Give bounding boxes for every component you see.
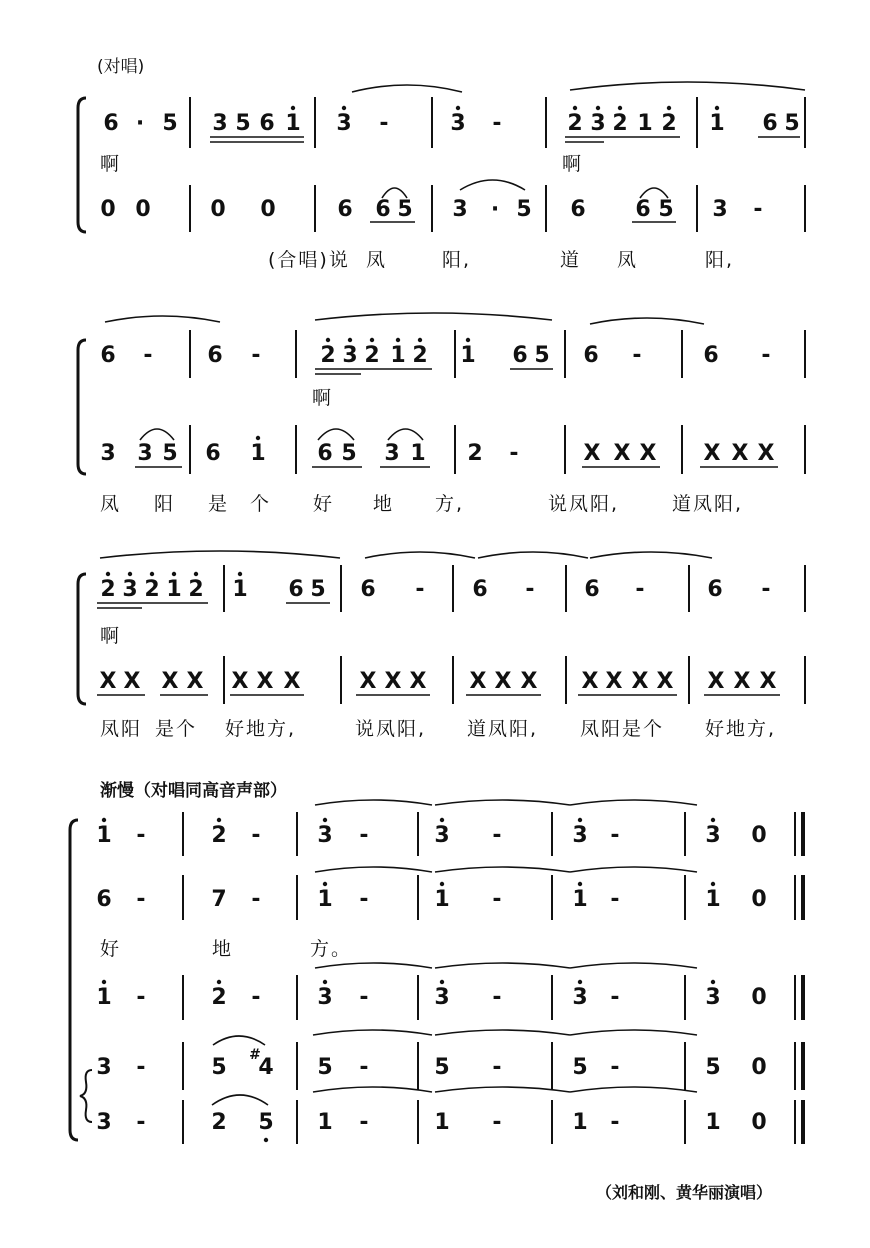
octave-dot <box>578 818 582 822</box>
system-bracket <box>78 98 86 232</box>
note-s1a: 1 <box>285 111 301 136</box>
lyric-sys4: 好 <box>100 938 122 960</box>
note-s4d: 5 <box>705 1055 721 1080</box>
note-s1b: 6 <box>635 197 651 222</box>
note-s4b: - <box>359 887 369 912</box>
note-s4c: 0 <box>751 985 767 1010</box>
note-s3b: X <box>605 669 623 694</box>
note-s1b: - <box>753 197 763 222</box>
slur <box>435 963 570 968</box>
note-s1a: 6 <box>259 111 275 136</box>
octave-dot <box>238 572 242 576</box>
note-s2b: X <box>613 441 631 466</box>
octave-dot <box>172 572 176 576</box>
lyric-sys1_bottom: 阳, <box>705 249 735 271</box>
note-s4a: 3 <box>317 823 333 848</box>
pair-brace <box>80 1070 92 1122</box>
note-s1a: 3 <box>212 111 228 136</box>
lyric-sys2_bottom: 说凤阳, <box>548 493 620 515</box>
slur <box>315 867 432 872</box>
lyric-sys3_bottom: 好地方, <box>705 718 777 740</box>
note-s2a: 6 <box>583 343 599 368</box>
octave-dot <box>102 980 106 984</box>
note-s4e: 3 <box>96 1110 112 1135</box>
note-s4b: - <box>136 887 146 912</box>
system-bracket <box>78 340 86 474</box>
note-s3b: X <box>494 669 512 694</box>
note-s2a: 6 <box>207 343 223 368</box>
note-s4e: 0 <box>751 1110 767 1135</box>
note-s3b: X <box>123 669 141 694</box>
note-s4e: - <box>359 1110 369 1135</box>
note-s4c: - <box>359 985 369 1010</box>
note-s4b: 7 <box>211 887 227 912</box>
note-s2b: 1 <box>410 441 426 466</box>
note-s4c: 1 <box>96 985 112 1010</box>
note-s4d: # <box>249 1047 261 1063</box>
slur <box>435 800 570 805</box>
note-s2b: X <box>731 441 749 466</box>
note-s4e: - <box>136 1110 146 1135</box>
octave-dot <box>578 882 582 886</box>
note-s3a: 6 <box>472 577 488 602</box>
note-s2a: 2 <box>364 343 380 368</box>
note-s3b: X <box>99 669 117 694</box>
note-s1a: 5 <box>235 111 251 136</box>
slur <box>570 82 805 90</box>
note-s4b: 1 <box>572 887 588 912</box>
octave-dot <box>396 338 400 342</box>
lyric-sys2_bottom: 凤 <box>100 493 122 515</box>
lyric-sys3_top: 啊 <box>100 625 122 647</box>
note-s4d: - <box>610 1055 620 1080</box>
octave-dot <box>440 980 444 984</box>
note-s2b: X <box>703 441 721 466</box>
slur <box>365 552 475 558</box>
octave-dot <box>440 818 444 822</box>
slur <box>478 552 588 558</box>
octave-dot <box>711 980 715 984</box>
note-s3b: X <box>759 669 777 694</box>
tie <box>318 429 354 440</box>
slur <box>590 318 704 324</box>
lyric-sys1_top: 啊 <box>562 153 584 175</box>
octave-dot <box>102 818 106 822</box>
slur <box>570 963 697 968</box>
lyric-sys1_bottom: 道 <box>560 249 582 271</box>
octave-dot <box>596 106 600 110</box>
octave-dot <box>323 882 327 886</box>
note-s4a: 1 <box>96 823 112 848</box>
note-s2b: 3 <box>100 441 116 466</box>
note-s2a: 5 <box>534 343 550 368</box>
note-s3b: X <box>256 669 274 694</box>
lyric-sys3_bottom: 好地方, <box>225 718 297 740</box>
lyric-sys2_bottom: 个 <box>250 493 272 515</box>
note-s3a: 2 <box>100 577 116 602</box>
note-s4c: 3 <box>434 985 450 1010</box>
note-s2b: X <box>583 441 601 466</box>
note-s3a: 5 <box>310 577 326 602</box>
note-s2a: 1 <box>390 343 406 368</box>
octave-dot <box>715 106 719 110</box>
note-s4a: 3 <box>434 823 450 848</box>
slur <box>313 1030 432 1035</box>
note-s2b: 5 <box>341 441 357 466</box>
lyric-sys1_bottom: 阳, <box>442 249 472 271</box>
note-s4e: - <box>492 1110 502 1135</box>
note-s4b: 1 <box>705 887 721 912</box>
note-s2b: 5 <box>162 441 178 466</box>
note-s4d: 0 <box>751 1055 767 1080</box>
system-bracket <box>78 574 86 704</box>
note-s3a: 6 <box>360 577 376 602</box>
slur <box>315 313 552 320</box>
octave-dot <box>291 106 295 110</box>
note-s1b: 3 <box>452 197 468 222</box>
note-s4c: 3 <box>572 985 588 1010</box>
note-s3a: 3 <box>122 577 138 602</box>
note-s4b: - <box>610 887 620 912</box>
slur <box>213 1036 265 1045</box>
note-s3b: X <box>283 669 301 694</box>
lyric-sys3_bottom: 凤阳是个 <box>580 718 665 740</box>
tie <box>640 188 668 198</box>
note-s1b: 5 <box>516 197 532 222</box>
note-s4d: 5 <box>434 1055 450 1080</box>
slur <box>570 800 697 805</box>
note-s1b: 5 <box>658 197 674 222</box>
slur <box>590 552 712 558</box>
octave-dot <box>711 818 715 822</box>
note-s4e: 1 <box>434 1110 450 1135</box>
lyric-sys4: 地 <box>212 938 234 960</box>
octave-dot <box>128 572 132 576</box>
octave-dot <box>370 338 374 342</box>
note-s2a: 6 <box>100 343 116 368</box>
ritard-label: 渐慢（对唱同高音声部） <box>100 781 287 801</box>
note-s4a: 3 <box>572 823 588 848</box>
note-s3a: 1 <box>166 577 182 602</box>
note-s2a: 6 <box>703 343 719 368</box>
octave-dot <box>667 106 671 110</box>
note-s1a: 2 <box>567 111 583 136</box>
note-s4a: 0 <box>751 823 767 848</box>
octave-dot <box>418 338 422 342</box>
note-s3b: X <box>384 669 402 694</box>
note-s1a: - <box>379 111 389 136</box>
note-s1a: 3 <box>450 111 466 136</box>
note-s3a: - <box>635 577 645 602</box>
note-s4d: - <box>136 1055 146 1080</box>
note-s4b: - <box>251 887 261 912</box>
tie <box>382 188 407 198</box>
note-s4b: 6 <box>96 887 112 912</box>
note-s4c: - <box>251 985 261 1010</box>
lyric-sys3_bottom: 是个 <box>155 718 198 740</box>
note-s2a: - <box>251 343 261 368</box>
lyric-sys3_bottom: 说凤阳, <box>355 718 427 740</box>
lyric-sys3_bottom: 道凤阳, <box>467 718 539 740</box>
slur <box>570 867 697 872</box>
note-s2a: - <box>761 343 771 368</box>
slur <box>435 1087 570 1092</box>
note-s4a: - <box>136 823 146 848</box>
note-s3b: X <box>231 669 249 694</box>
lyric-sys2_bottom: 好 <box>313 493 335 515</box>
lyric-sys2_bottom: 是 <box>208 493 230 515</box>
lyric-sys1_top: 啊 <box>100 153 122 175</box>
note-s4a: 2 <box>211 823 227 848</box>
slur <box>100 551 340 558</box>
lyric-sys1_bottom: 凤 <box>617 249 639 271</box>
note-s3a: - <box>761 577 771 602</box>
note-s1a: - <box>492 111 502 136</box>
note-s3a: 2 <box>144 577 160 602</box>
octave-dot <box>323 980 327 984</box>
note-s3b: X <box>707 669 725 694</box>
note-s4c: 3 <box>705 985 721 1010</box>
note-s4d: 5 <box>572 1055 588 1080</box>
lyric-sys2_bottom: 地 <box>373 493 395 515</box>
octave-dot <box>194 572 198 576</box>
performer-credit: （刘和刚、黄华丽演唱） <box>596 1183 773 1202</box>
note-s3b: X <box>631 669 649 694</box>
duichang-label: (对唱) <box>97 57 145 77</box>
lyric-sys2_bottom: 方, <box>435 493 465 515</box>
note-s4c: 3 <box>317 985 333 1010</box>
slur <box>435 867 570 872</box>
note-s3b: X <box>733 669 751 694</box>
note-s1b: 0 <box>100 197 116 222</box>
note-s2b: 3 <box>384 441 400 466</box>
note-s1a: 5 <box>162 111 178 136</box>
note-s1a: · <box>135 111 145 136</box>
note-s3b: X <box>656 669 674 694</box>
octave-dot <box>106 572 110 576</box>
octave-dot <box>618 106 622 110</box>
note-s2b: 2 <box>467 441 483 466</box>
note-s4e: 1 <box>572 1110 588 1135</box>
note-s4d: 3 <box>96 1055 112 1080</box>
note-s1b: 0 <box>260 197 276 222</box>
note-s4e: 2 <box>211 1110 227 1135</box>
note-s4c: - <box>492 985 502 1010</box>
note-s1b: 6 <box>375 197 391 222</box>
note-s4a: - <box>251 823 261 848</box>
octave-dot <box>217 980 221 984</box>
note-s2a: 2 <box>412 343 428 368</box>
octave-dot <box>440 882 444 886</box>
note-s4d: - <box>492 1055 502 1080</box>
note-s4e: 5 <box>258 1110 274 1135</box>
slur <box>212 1095 268 1105</box>
note-s4d: 5 <box>211 1055 227 1080</box>
lyric-sys3_bottom: 凤阳 <box>100 718 143 740</box>
note-s2b: - <box>509 441 519 466</box>
note-s3b: X <box>581 669 599 694</box>
note-s3a: 6 <box>584 577 600 602</box>
note-s2a: 1 <box>460 343 476 368</box>
note-s2b: 6 <box>205 441 221 466</box>
note-s2a: 2 <box>320 343 336 368</box>
note-s2b: X <box>639 441 657 466</box>
lyric-sys2_bottom: 阳 <box>154 493 176 515</box>
octave-dot <box>326 338 330 342</box>
note-s2b: 1 <box>250 441 266 466</box>
note-s2a: - <box>143 343 153 368</box>
lyric-sys2_top: 啊 <box>312 387 334 409</box>
note-s1a: 1 <box>709 111 725 136</box>
note-s4e: 1 <box>317 1110 333 1135</box>
note-s4b: - <box>492 887 502 912</box>
octave-dot <box>256 436 260 440</box>
octave-dot <box>150 572 154 576</box>
lyric-sys1_bottom: 凤 <box>366 249 388 271</box>
slur <box>570 1087 697 1092</box>
note-s1a: 2 <box>612 111 628 136</box>
note-s4c: - <box>610 985 620 1010</box>
tie <box>140 429 174 440</box>
note-s3a: - <box>525 577 535 602</box>
note-s3a: - <box>415 577 425 602</box>
note-s1b: 5 <box>397 197 413 222</box>
note-s4d: - <box>359 1055 369 1080</box>
slur <box>105 316 220 322</box>
lyric-sys2_bottom: 道凤阳, <box>672 493 744 515</box>
note-s4d: 5 <box>317 1055 333 1080</box>
note-s1b: 6 <box>570 197 586 222</box>
octave-dot <box>466 338 470 342</box>
low-octave-dot <box>264 1138 268 1142</box>
note-s4a: - <box>492 823 502 848</box>
note-s3a: 6 <box>707 577 723 602</box>
note-s1b: · <box>490 197 500 222</box>
note-s4e: - <box>610 1110 620 1135</box>
note-s2b: 6 <box>317 441 333 466</box>
note-s3b: X <box>409 669 427 694</box>
octave-dot <box>578 980 582 984</box>
octave-dot <box>711 882 715 886</box>
tie <box>388 429 423 440</box>
note-s1a: 3 <box>336 111 352 136</box>
octave-dot <box>323 818 327 822</box>
note-s1a: 5 <box>784 111 800 136</box>
note-s4d: 4 <box>258 1055 274 1080</box>
note-s1b: 0 <box>135 197 151 222</box>
note-s4a: - <box>610 823 620 848</box>
octave-dot <box>342 106 346 110</box>
octave-dot <box>348 338 352 342</box>
slur <box>435 1030 570 1035</box>
slur <box>315 800 432 805</box>
lyric-sys4: 方。 <box>310 938 353 960</box>
note-s4b: 1 <box>317 887 333 912</box>
note-s3b: X <box>469 669 487 694</box>
note-s1a: 6 <box>762 111 778 136</box>
note-s4a: - <box>359 823 369 848</box>
octave-dot <box>573 106 577 110</box>
note-s3b: X <box>186 669 204 694</box>
note-s1b: 6 <box>337 197 353 222</box>
note-s1b: 0 <box>210 197 226 222</box>
slur <box>352 85 462 92</box>
note-s1b: 3 <box>712 197 728 222</box>
note-s2a: 3 <box>342 343 358 368</box>
note-s2a: - <box>632 343 642 368</box>
note-s2b: 3 <box>137 441 153 466</box>
slur <box>460 180 525 190</box>
note-s4e: 1 <box>705 1110 721 1135</box>
note-s3a: 6 <box>288 577 304 602</box>
note-s4c: - <box>136 985 146 1010</box>
note-s1a: 3 <box>590 111 606 136</box>
note-s4b: 0 <box>751 887 767 912</box>
note-s1a: 6 <box>103 111 119 136</box>
note-s4c: 2 <box>211 985 227 1010</box>
note-s3a: 2 <box>188 577 204 602</box>
slur <box>315 963 432 968</box>
octave-dot <box>217 818 221 822</box>
slur <box>313 1087 432 1092</box>
note-s3b: X <box>161 669 179 694</box>
octave-dot <box>456 106 460 110</box>
note-s3a: 1 <box>232 577 248 602</box>
note-s4b: 1 <box>434 887 450 912</box>
note-s1a: 2 <box>661 111 677 136</box>
note-s2a: 6 <box>512 343 528 368</box>
note-s2b: X <box>757 441 775 466</box>
note-s4a: 3 <box>705 823 721 848</box>
note-s1a: 1 <box>637 111 653 136</box>
note-s3b: X <box>359 669 377 694</box>
note-s3b: X <box>520 669 538 694</box>
lyric-sys1_bottom: (合唱)说 <box>268 249 350 271</box>
system-bracket <box>70 820 78 1140</box>
slur <box>570 1030 697 1035</box>
